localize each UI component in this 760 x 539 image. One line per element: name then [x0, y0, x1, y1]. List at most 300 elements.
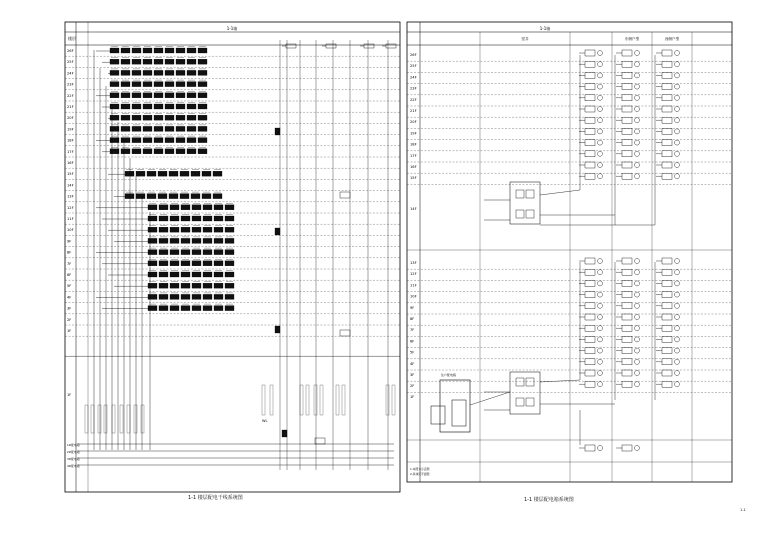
lamp-symbol	[635, 84, 640, 89]
outlet-box	[585, 269, 595, 275]
meter-block	[181, 250, 190, 255]
meter-block	[136, 194, 145, 199]
meter-block	[192, 261, 201, 266]
meter-cell	[516, 210, 524, 218]
lamp-symbol	[598, 51, 603, 56]
meter-block	[203, 216, 212, 221]
meter-block	[170, 294, 179, 299]
meter-block	[125, 194, 134, 199]
outlet-box	[662, 61, 672, 67]
right-floor-label: 20F	[410, 120, 417, 125]
meter-block	[110, 82, 119, 87]
right-header-center: 竖井	[521, 37, 529, 41]
left-floor-label: 12F	[67, 205, 74, 210]
meter-block	[214, 261, 223, 266]
right-floor-label: 21F	[410, 109, 417, 113]
outlet-box	[662, 381, 672, 387]
meter-block	[148, 283, 157, 288]
household-panel-label: 住户配电箱	[441, 373, 457, 377]
meter-block	[198, 93, 207, 98]
left-floor-label: 4F	[67, 295, 72, 300]
meter-block	[159, 216, 168, 221]
meter-block	[121, 149, 130, 154]
meter-block	[225, 205, 234, 210]
outlet-box	[622, 292, 632, 298]
outlet-box	[662, 95, 672, 101]
left-panel-frame	[65, 22, 400, 492]
outlet-box	[585, 359, 595, 365]
left-floor-label: 1F	[67, 329, 72, 333]
outlet-box	[622, 72, 632, 78]
outlet-box	[662, 117, 672, 123]
outlet-box	[662, 348, 672, 354]
meter-block	[180, 194, 189, 199]
meter-block	[158, 194, 167, 199]
lamp-symbol	[675, 371, 680, 376]
meter-block	[165, 115, 174, 120]
meter-block	[214, 283, 223, 288]
meter-block	[187, 70, 196, 75]
meter-block	[121, 104, 130, 109]
meter-block	[214, 205, 223, 210]
meter-block	[125, 171, 134, 176]
meter-block	[132, 149, 141, 154]
meter-block	[110, 93, 119, 98]
meter-block	[159, 294, 168, 299]
meter-block	[148, 306, 157, 311]
meter-block	[203, 227, 212, 232]
lamp-symbol	[635, 174, 640, 179]
meter-block	[159, 238, 168, 243]
lamp-symbol	[675, 315, 680, 320]
cable-spec-stub	[120, 405, 123, 433]
meter-cell	[516, 378, 524, 386]
lamp-symbol	[675, 259, 680, 264]
lamp-symbol	[675, 84, 680, 89]
meter-block	[154, 149, 163, 154]
meter-block	[148, 272, 157, 277]
meter-block	[187, 104, 196, 109]
meter-block	[225, 227, 234, 232]
meter-block	[110, 48, 119, 53]
lamp-symbol	[598, 174, 603, 179]
outlet-box	[585, 106, 595, 112]
outlet-box	[622, 280, 632, 286]
meter-block	[187, 93, 196, 98]
cable-spec-stub	[392, 385, 395, 415]
right-floor-label: 24F	[410, 75, 417, 80]
meter-block	[143, 104, 152, 109]
meter-block	[202, 194, 211, 199]
meter-block	[170, 250, 179, 255]
lamp-symbol	[598, 140, 603, 145]
lamp-symbol	[635, 446, 640, 451]
lamp-symbol	[598, 259, 603, 264]
meter-block	[225, 272, 234, 277]
meter-block	[198, 82, 207, 87]
meter-block	[203, 306, 212, 311]
left-floor-label: 20F	[67, 116, 74, 121]
meter-cell	[526, 210, 534, 218]
outlet-box	[662, 162, 672, 168]
lamp-symbol	[675, 163, 680, 168]
meter-block	[159, 205, 168, 210]
lamp-symbol	[675, 359, 680, 364]
cable-spec-stub	[91, 405, 94, 433]
lamp-symbol	[635, 281, 640, 286]
outlet-box	[622, 84, 632, 90]
outlet-box	[622, 381, 632, 387]
left-floor-label: 10F	[67, 228, 74, 233]
cable-spec-stub	[127, 405, 130, 433]
meter-block	[225, 283, 234, 288]
outlet-box	[662, 72, 672, 78]
cable-spec-stub	[336, 385, 339, 415]
right-floor-label: 17F	[410, 153, 417, 158]
left-floor-label: 11F	[67, 217, 74, 221]
outlet-box	[622, 336, 632, 342]
meter-block	[203, 283, 212, 288]
left-floor-label: 26F	[67, 49, 74, 53]
lamp-symbol	[598, 118, 603, 123]
lamp-symbol	[598, 326, 603, 331]
lamp-symbol	[635, 73, 640, 78]
meter-block	[187, 149, 196, 154]
right-note: 2.具体见平面图	[410, 472, 430, 476]
meter-block	[154, 59, 163, 64]
meter-block	[187, 126, 196, 131]
right-floor-label: 23F	[410, 86, 417, 91]
junction-box	[340, 192, 350, 198]
meter-block	[203, 250, 212, 255]
meter-block	[214, 238, 223, 243]
meter-block	[143, 70, 152, 75]
cable-spec-stub	[104, 405, 107, 433]
right-floor-label: 15F	[410, 176, 417, 181]
meter-block	[132, 126, 141, 131]
junction-box	[340, 330, 350, 336]
outlet-box	[662, 50, 672, 56]
right-bottom-row-label: 1F	[410, 395, 415, 399]
riser-tag-box	[286, 44, 296, 48]
outlet-box	[585, 61, 595, 67]
meter-block	[159, 227, 168, 232]
outlet-box	[585, 336, 595, 342]
outlet-box	[585, 280, 595, 286]
lamp-symbol	[598, 292, 603, 297]
right-header-title: 1-1轴	[539, 26, 551, 31]
meter-block	[154, 115, 163, 120]
meter-block	[110, 59, 119, 64]
right-floor-label: 6F	[410, 339, 415, 344]
meter-block	[165, 93, 174, 98]
lamp-symbol	[675, 140, 680, 145]
meter-block	[143, 48, 152, 53]
left-floor-label: 9F	[67, 239, 72, 244]
meter-block	[110, 115, 119, 120]
meter-cell	[516, 398, 524, 406]
cable-spec-stub	[386, 385, 389, 415]
lamp-symbol	[598, 95, 603, 100]
left-floor-label: 8F	[67, 250, 72, 255]
meter-block	[214, 250, 223, 255]
meter-block	[169, 194, 178, 199]
meter-block	[225, 250, 234, 255]
right-floor-label: 5F	[410, 350, 415, 355]
outlet-box	[622, 303, 632, 309]
meter-cell	[526, 378, 534, 386]
right-floor-label: 16F	[410, 165, 417, 169]
meter-block	[154, 126, 163, 131]
outlet-box	[622, 370, 632, 376]
lamp-symbol	[635, 270, 640, 275]
meter-block	[154, 138, 163, 143]
meter-block	[225, 294, 234, 299]
lamp-symbol	[598, 337, 603, 342]
meter-block	[154, 82, 163, 87]
left-floor-label: 18F	[67, 138, 74, 143]
lamp-symbol	[635, 95, 640, 100]
lamp-symbol	[675, 303, 680, 308]
right-header-west: 西侧户型	[664, 37, 680, 41]
lamp-symbol	[675, 95, 680, 100]
meter-block	[176, 70, 185, 75]
left-floor-label: 13F	[67, 194, 74, 199]
meter-block	[132, 48, 141, 53]
cable-spec-stub	[342, 385, 345, 415]
legend-row-label: 1#配电箱	[67, 443, 80, 447]
meter-block	[132, 59, 141, 64]
meter-block	[181, 238, 190, 243]
left-bottom-row-label: 1F	[67, 393, 72, 398]
outlet-box	[585, 140, 595, 146]
meter-block	[225, 306, 234, 311]
lamp-symbol	[598, 348, 603, 353]
lamp-symbol	[635, 292, 640, 297]
lamp-symbol	[635, 129, 640, 134]
meter-block	[198, 138, 207, 143]
cable-spec-stub	[270, 385, 273, 415]
lamp-symbol	[635, 51, 640, 56]
right-floor-label: 18F	[410, 142, 417, 147]
meter-block	[158, 171, 167, 176]
meter-block	[176, 82, 185, 87]
lamp-symbol	[675, 73, 680, 78]
meter-block	[176, 126, 185, 131]
meter-block	[154, 48, 163, 53]
outlet-box	[622, 162, 632, 168]
lamp-symbol	[635, 371, 640, 376]
junction-box	[315, 438, 325, 444]
left-floor-label: 19F	[67, 127, 74, 132]
meter-block	[169, 171, 178, 176]
lamp-symbol	[635, 326, 640, 331]
left-drawing-caption: 1-1 楼层配电干线系统图	[188, 495, 243, 501]
meter-block	[132, 70, 141, 75]
meter-cabinet	[510, 372, 540, 414]
outlet-box	[662, 370, 672, 376]
lamp-symbol	[675, 174, 680, 179]
meter-block	[192, 216, 201, 221]
meter-block	[181, 283, 190, 288]
right-distribution-diagram	[407, 22, 732, 482]
meter-block	[148, 250, 157, 255]
left-floor-label: 25F	[67, 60, 74, 65]
lamp-symbol	[675, 281, 680, 286]
lamp-symbol	[598, 382, 603, 387]
meter-block	[192, 227, 201, 232]
meter-block	[165, 149, 174, 154]
outlet-box	[662, 314, 672, 320]
left-floor-label: 23F	[67, 82, 74, 87]
meter-block	[143, 126, 152, 131]
breaker-symbol	[282, 430, 287, 437]
household-panel-inner	[452, 400, 466, 426]
meter-block	[187, 48, 196, 53]
left-floor-label: 22F	[67, 93, 74, 98]
meter-block	[121, 126, 130, 131]
meter-block	[198, 104, 207, 109]
meter-block	[192, 250, 201, 255]
meter-block	[143, 138, 152, 143]
meter-block	[154, 70, 163, 75]
meter-block	[110, 70, 119, 75]
meter-block	[170, 238, 179, 243]
cable-spec-stub	[85, 405, 88, 433]
lamp-symbol	[635, 382, 640, 387]
cabinet-out	[540, 190, 580, 195]
meter-block	[110, 138, 119, 143]
meter-block	[143, 93, 152, 98]
lamp-symbol	[598, 129, 603, 134]
meter-block	[110, 126, 119, 131]
meter-block	[170, 261, 179, 266]
outlet-box	[585, 72, 595, 78]
feeder-tag: WL	[262, 419, 268, 423]
outlet-box	[622, 314, 632, 320]
outlet-box	[622, 173, 632, 179]
outlet-box	[622, 140, 632, 146]
meter-block	[176, 59, 185, 64]
meter-block	[121, 70, 130, 75]
lamp-symbol	[675, 62, 680, 67]
lamp-symbol	[635, 348, 640, 353]
outlet-box	[622, 348, 632, 354]
meter-block	[192, 238, 201, 243]
lamp-symbol	[598, 73, 603, 78]
outlet-box	[585, 173, 595, 179]
left-header-col-label: 楼层	[68, 36, 76, 41]
meter-block	[203, 238, 212, 243]
meter-block	[148, 261, 157, 266]
meter-block	[110, 149, 119, 154]
meter-block	[181, 205, 190, 210]
meter-block	[181, 306, 190, 311]
meter-block	[121, 115, 130, 120]
lamp-symbol	[635, 163, 640, 168]
outlet-box	[622, 106, 632, 112]
meter-block	[165, 70, 174, 75]
left-floor-label: 2F	[67, 317, 72, 322]
meter-block	[170, 272, 179, 277]
meter-block	[198, 59, 207, 64]
meter-block	[176, 138, 185, 143]
outlet-box	[585, 445, 595, 451]
right-floor-label: 19F	[410, 131, 417, 136]
meter-block	[187, 82, 196, 87]
left-floor-label: 14F	[67, 183, 74, 188]
meter-block	[132, 93, 141, 98]
meter-block	[198, 149, 207, 154]
meter-block	[121, 48, 130, 53]
left-floor-label: 21F	[67, 105, 74, 109]
meter-block	[198, 126, 207, 131]
left-floor-label: 15F	[67, 172, 74, 177]
right-floor-label: 12F	[410, 272, 417, 277]
outlet-box	[585, 314, 595, 320]
outlet-box	[585, 128, 595, 134]
cable-spec-stub	[300, 385, 303, 415]
outlet-box	[622, 50, 632, 56]
meter-block	[203, 294, 212, 299]
outlet-box	[662, 151, 672, 157]
meter-block	[192, 294, 201, 299]
meter-block	[159, 261, 168, 266]
meter-block	[121, 93, 130, 98]
cable-spec-stub	[98, 405, 101, 433]
lamp-symbol	[635, 118, 640, 123]
cable-spec-stub	[262, 385, 265, 415]
lamp-symbol	[635, 107, 640, 112]
meter-block	[170, 283, 179, 288]
meter-block	[170, 306, 179, 311]
cable-spec-stub	[112, 405, 115, 433]
right-floor-label: 25F	[410, 64, 417, 69]
left-floor-label: 7F	[67, 261, 72, 266]
meter-block	[143, 59, 152, 64]
right-drawing-caption: 1-1 楼层配电箱系统图	[524, 497, 574, 503]
breaker-symbol	[275, 326, 280, 333]
meter-block	[165, 104, 174, 109]
page-number: 1-1	[740, 508, 746, 512]
meter-cell	[526, 398, 534, 406]
lamp-symbol	[675, 51, 680, 56]
breaker-symbol	[275, 228, 280, 235]
outlet-box	[662, 359, 672, 365]
left-floor-label: 24F	[67, 71, 74, 76]
meter-block	[198, 48, 207, 53]
meter-block	[159, 306, 168, 311]
meter-block	[176, 93, 185, 98]
right-note: 1.本图为示意图	[410, 467, 430, 471]
meter-block	[159, 272, 168, 277]
meter-cabinet	[510, 182, 540, 224]
lamp-symbol	[675, 292, 680, 297]
meter-block	[181, 272, 190, 277]
meter-block	[176, 104, 185, 109]
meter-block	[225, 238, 234, 243]
meter-block	[214, 227, 223, 232]
outlet-box	[662, 84, 672, 90]
meter-block	[148, 216, 157, 221]
right-floor-label: 7F	[410, 328, 415, 333]
outlet-box	[622, 258, 632, 264]
meter-block	[147, 194, 156, 199]
lamp-symbol	[598, 315, 603, 320]
meter-block	[181, 227, 190, 232]
outlet-box	[585, 258, 595, 264]
cable-spec-stub	[134, 405, 137, 433]
